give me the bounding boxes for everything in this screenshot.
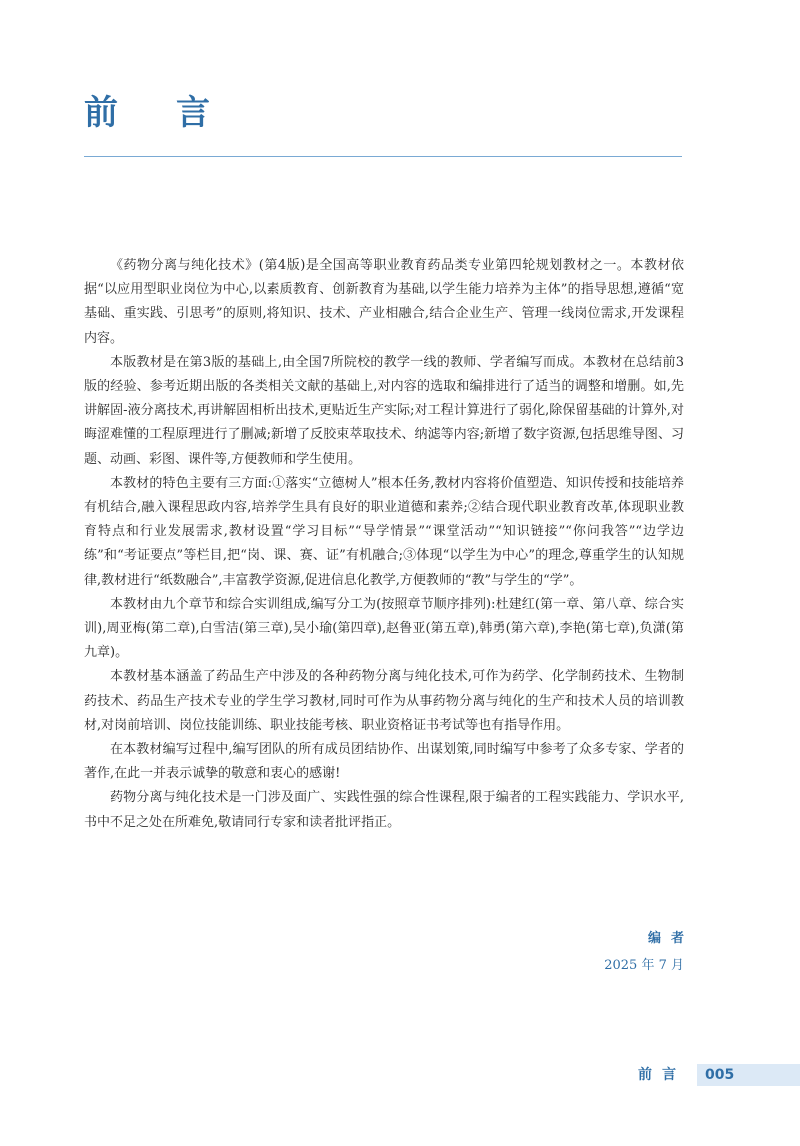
signature-name: 编者 <box>647 931 694 946</box>
paragraph-2: 本版教材是在第3版的基础上,由全国7所院校的教学一线的教师、学者编写而成。本教材在总结前3版的经验、参考近期出版的各类相关文献的基础上,对内容的选取和编排进行了适当的调整和增删。如,先讲解固-液分离技术,再讲解固相析出技术,更贴近生产实际;对工程计算进行了弱化,除保留基础的计算外,对晦涩难懂的工程原理进行了删减;新增了反胶束萃取技术、纳滤等内容;新增了数字资源,包括思维导图、习题、动画、彩图、课件等,方便教师和学生使用。 <box>84 354 684 467</box>
paragraph-7: 药物分离与纯化技术是一门涉及面广、实践性强的综合性课程,限于编者的工程实践能力、学识水平,书中不足之处在所难免,敬请同行专家和读者批评指正。 <box>84 790 684 830</box>
paragraph-3: 本教材的特色主要有三方面:①落实“立德树人”根本任务,教材内容将价值塑造、知识传授和技能培养有机结合,融入课程思政内容,培养学生具有良好的职业道德和素养;②结合现代职业教育改革,体现职业教育特点和行业发展需求,教材设置“学习目标”“导学情景”“课堂活动”“知识链接”“你问我答”“边学边练”和“考证要点”等栏目,把“岗、课、赛、证”有机融合;③体现“以学生为中心”的理念,尊重学生的认知规律,教材进行“纸数融合”,丰富教学资源,促进信息化教学,方便教师的“教”与学生的“学”。 <box>84 475 684 588</box>
paragraph-4: 本教材由九个章节和综合实训组成,编写分工为(按照章节顺序排列):杜建红(第一章、第八章、综合实训),周亚梅(第二章),白雪洁(第三章),吴小瑜(第四章),赵鲁亚(第五章),韩勇(第六章),李艳(第七章),负潇(第九章)。 <box>84 596 684 661</box>
page-number: 005 <box>705 1067 735 1083</box>
signature-date: 2025 年 7 月 <box>604 958 684 973</box>
paragraph-1: 《药物分离与纯化技术》(第4版)是全国高等职业教育药品类专业第四轮规划教材之一。本教材依据“以应用型职业岗位为中心,以素质教育、创新教育为基础,以学生能力培养为主体”的指导思想,遵循“宽基础、重实践、引思考”的原则,将知识、技术、产业相融合,结合企业生产、管理一线岗位需求,开发课程内容。 <box>84 258 684 346</box>
preface-body <box>84 254 684 835</box>
signature-block <box>604 928 694 978</box>
paragraph-6: 在本教材编写过程中,编写团队的所有成员团结协作、出谋划策,同时编写中参考了众多专家、学者的著作,在此一并表示诚挚的敬意和衷心的感谢! <box>84 742 684 782</box>
footer-section-label: 前言 <box>638 1067 686 1083</box>
page-title: 前 言 <box>84 93 222 133</box>
page-number-tab <box>697 1064 800 1086</box>
title-divider <box>84 156 682 157</box>
paragraph-5: 本教材基本涵盖了药品生产中涉及的各种药物分离与纯化技术,可作为药学、化学制药技术、生物制药技术、药品生产技术专业的学生学习教材,同时可作为从事药物分离与纯化的生产和技术人员的培训教材,对岗前培训、岗位技能训练、职业技能考核、职业资格证书考试等也有指导作用。 <box>84 669 684 733</box>
